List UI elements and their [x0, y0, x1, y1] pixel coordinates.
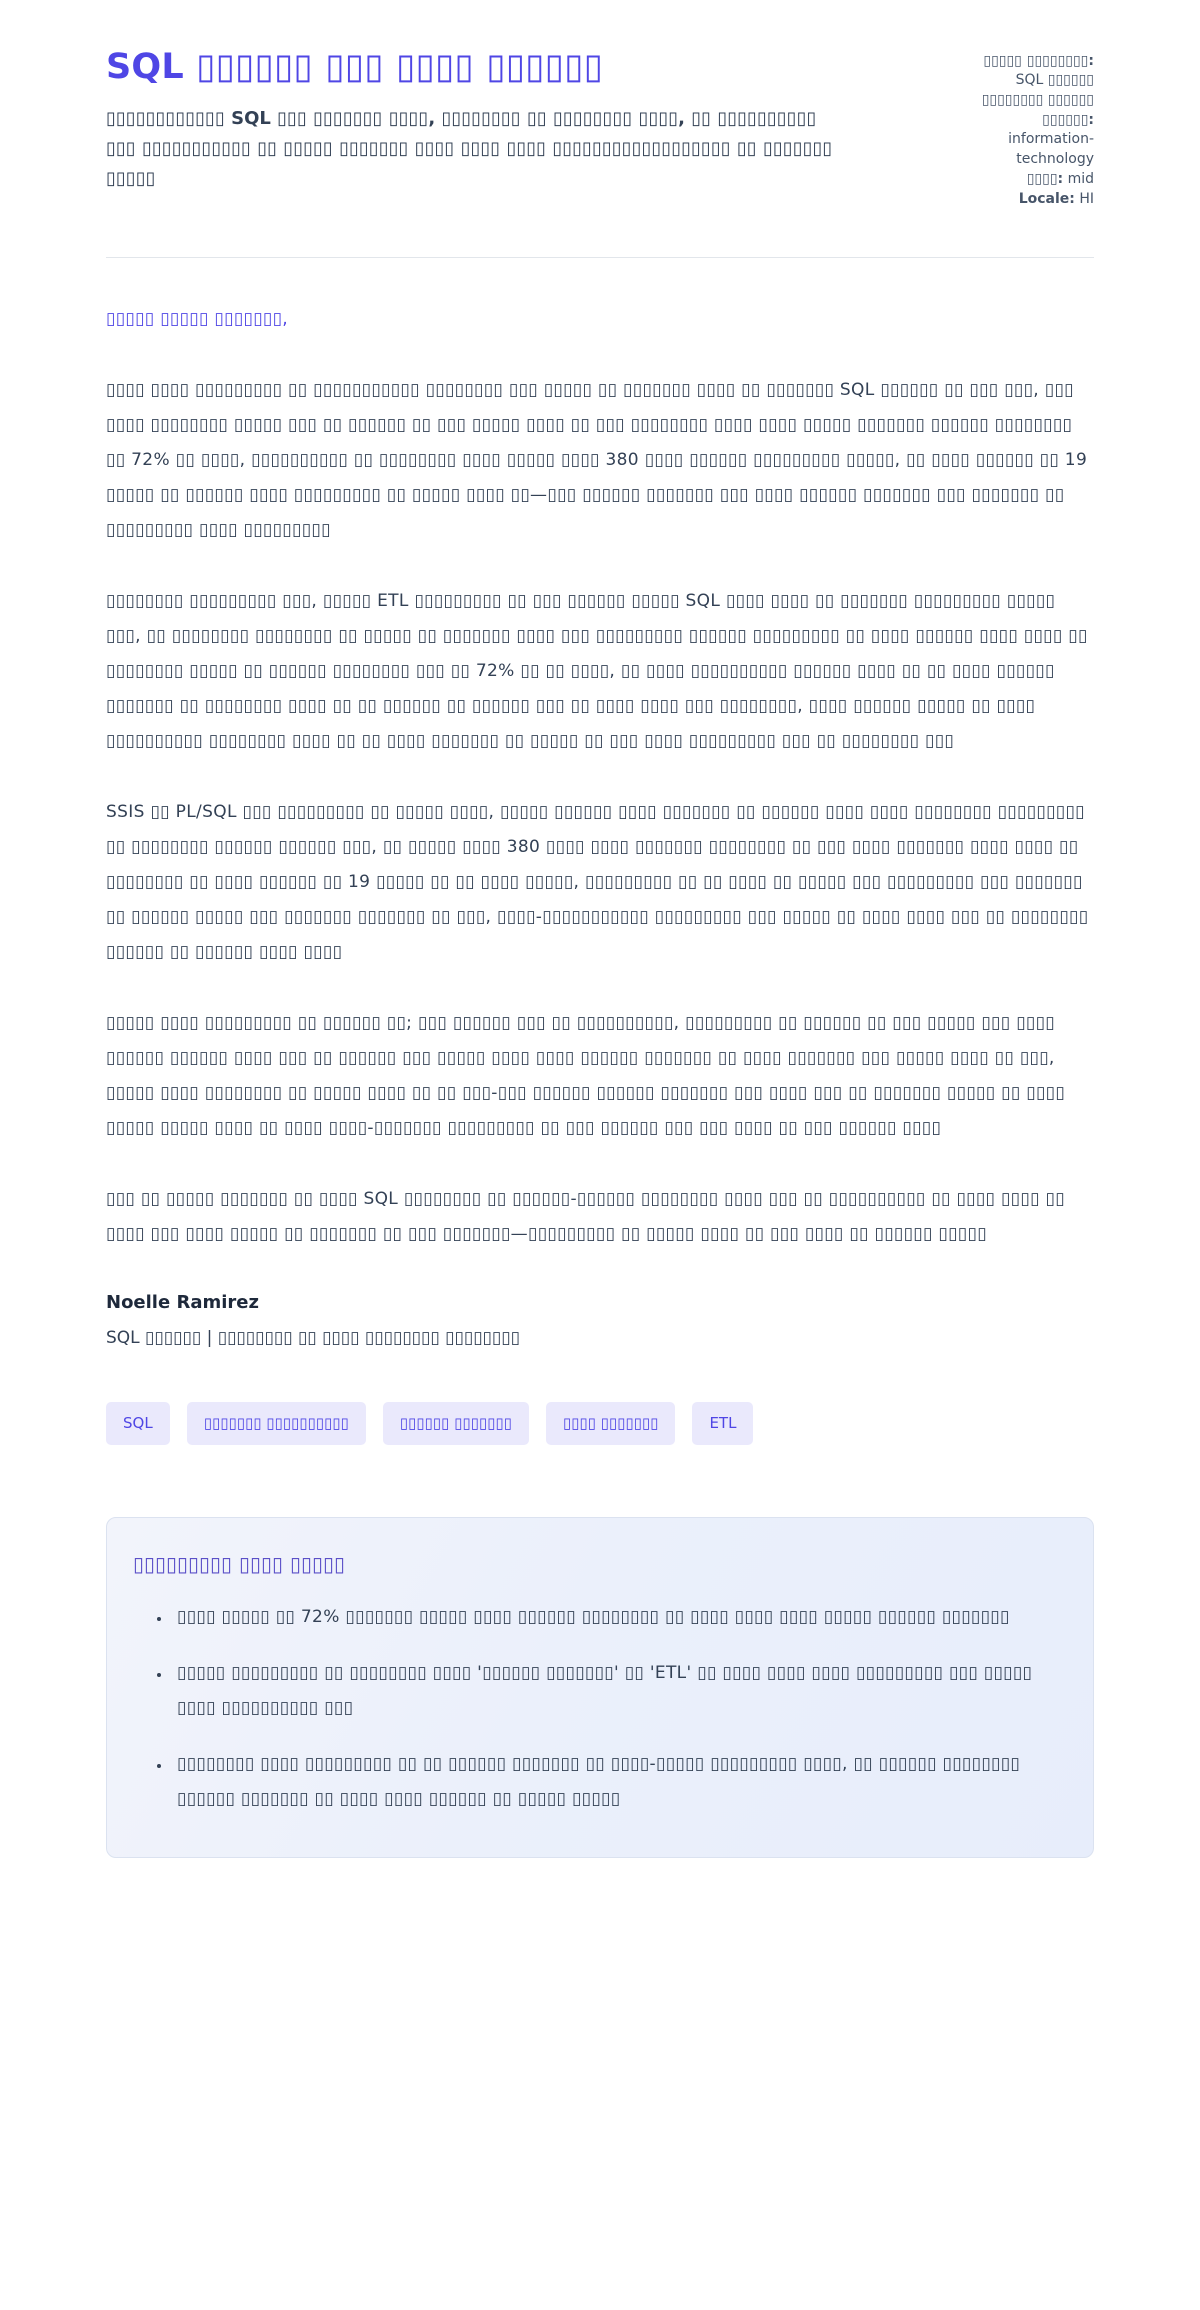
meta-label: ▯▯▯▯:	[1026, 170, 1064, 187]
meta-panel	[974, 46, 1094, 211]
letter-body	[106, 302, 1094, 1252]
meta-value: mid	[1067, 170, 1094, 187]
letter-paragraph: ▯▯▯ ▯▯ ▯▯▯▯▯ ▯▯▯▯▯▯▯ ▯▯ ▯▯▯▯ SQL ▯▯▯▯▯▯▯▯ ▯▯ ▯▯▯▯▯▯-▯▯▯▯▯▯ ▯▯▯▯▯▯▯▯ ▯▯▯▯ ▯▯▯ ▯▯ ▯▯▯▯▯▯▯▯▯▯ ▯▯ ▯▯▯▯ ▯▯▯▯ ▯▯ ▯▯▯▯ ▯▯▯ ▯▯▯▯ ▯▯▯▯▯ ▯▯ ▯▯▯▯▯▯▯ ▯▯ ▯▯▯ ▯▯▯▯▯▯▯—▯▯▯▯▯▯▯▯▯ ▯▯ ▯▯▯▯▯ ▯▯▯▯ ▯▯ ▯▯▯ ▯▯▯▯ ▯▯ ▯▯▯▯▯▯ ▯▯▯▯▯	[106, 1188, 1065, 1244]
meta-value: HI	[1079, 191, 1094, 208]
meta-label: Locale:	[1018, 191, 1075, 208]
meta-label: ▯▯▯▯▯▯:	[1042, 111, 1094, 128]
callout-title: ▯▯▯▯▯▯▯▯▯ ▯▯▯▯ ▯▯▯▯▯	[133, 1551, 346, 1576]
callout-bullet: • ▯▯▯▯▯▯▯▯ ▯▯▯▯ ▯▯▯▯▯▯▯▯▯ ▯▯ ▯▯ ▯▯▯▯▯▯ ▯▯▯▯▯▯▯ ▯▯ ▯▯▯▯-▯▯▯▯▯ ▯▯▯▯▯▯▯▯▯ ▯▯▯▯, ▯▯ ▯▯▯▯▯▯ ▯▯▯▯▯▯▯▯ ▯▯▯▯▯▯ ▯▯▯▯▯▯▯ ▯▯ ▯▯▯▯ ▯▯▯▯ ▯▯▯▯▯▯ ▯▯ ▯▯▯▯▯ ▯▯▯▯▯	[171, 1747, 1051, 1817]
callout-bullet: • ▯▯▯▯▯ ▯▯▯▯▯▯▯▯▯ ▯▯ ▯▯▯▯▯▯▯▯ ▯▯▯▯ '▯▯▯▯▯▯ ▯▯▯▯▯▯▯' ▯▯ 'ETL' ▯▯ ▯▯▯▯ ▯▯▯▯ ▯▯▯▯ ▯▯▯▯▯▯▯▯▯ ▯▯▯ ▯▯▯▯▯ ▯▯▯▯ ▯▯▯▯▯▯▯▯▯▯ ▯▯▯	[171, 1656, 1051, 1726]
signature-block	[106, 1292, 1094, 1348]
meta-label: ▯▯▯▯▯ ▯▯▯▯▯▯▯▯:	[983, 53, 1094, 69]
meta-item	[974, 111, 1094, 169]
header	[106, 46, 1094, 211]
signature-role: SQL ▯▯▯▯▯▯ | ▯▯▯▯▯▯▯▯ ▯▯ ▯▯▯▯ ▯▯▯▯▯▯▯▯ ▯▯▯▯▯▯▯▯	[106, 1327, 520, 1348]
meta-value: SQL ▯▯▯▯▯▯ ▯▯▯▯▯▯▯▯ ▯▯▯▯▯▯	[981, 72, 1094, 108]
page-subtitle: ▯▯▯▯▯▯▯▯▯▯▯▯ SQL ▯▯▯ ▯▯▯▯▯▯▯ ▯▯▯▯, ▯▯▯▯▯▯▯▯ ▯▯ ▯▯▯▯▯▯▯▯ ▯▯▯▯, ▯▯ ▯▯▯▯▯▯▯▯▯▯ ▯▯▯ ▯▯▯▯▯▯▯▯▯▯▯ ▯▯ ▯▯▯▯▯ ▯▯▯▯▯▯▯ ▯▯▯▯ ▯▯▯▯ ▯▯▯▯ ▯▯▯▯▯▯▯▯▯▯▯▯▯▯▯▯▯▯ ▯▯ ▯▯▯▯▯▯▯ ▯▯▯▯▯	[106, 107, 833, 189]
tag-pill: ▯▯▯▯ ▯▯▯▯▯▯▯	[546, 1402, 676, 1445]
page-title: SQL ▯▯▯▯▯▯ ▯▯▯ ▯▯▯▯ ▯▯▯▯▯▯	[106, 47, 604, 87]
greeting-line: ▯▯▯▯▯ ▯▯▯▯▯ ▯▯▯▯▯▯▯,	[106, 308, 289, 329]
meta-value: information-technology	[1008, 131, 1094, 167]
meta-item	[974, 170, 1094, 189]
callout-bullet-list	[133, 1600, 1051, 1817]
header-text-block	[106, 46, 848, 194]
tag-pill: ETL	[692, 1402, 753, 1445]
callout-box	[106, 1517, 1094, 1858]
tag-list	[106, 1402, 1094, 1445]
callout-bullet: • ▯▯▯▯ ▯▯▯▯▯ ▯▯ 72% ▯▯▯▯▯▯▯ ▯▯▯▯▯ ▯▯▯▯ ▯▯▯▯▯▯ ▯▯▯▯▯▯▯▯ ▯▯ ▯▯▯▯ ▯▯▯▯ ▯▯▯▯ ▯▯▯▯▯ ▯▯▯▯▯▯ ▯▯▯▯▯▯▯	[171, 1600, 1051, 1635]
tag-pill: SQL	[106, 1402, 170, 1445]
letter-paragraph: ▯▯▯▯ ▯▯▯▯ ▯▯▯▯▯▯▯▯▯ ▯▯ ▯▯▯▯▯▯▯▯▯▯▯ ▯▯▯▯▯▯▯▯ ▯▯▯ ▯▯▯▯▯ ▯▯ ▯▯▯▯▯▯▯ ▯▯▯▯ ▯▯ ▯▯▯▯▯▯▯ SQL ▯▯▯▯▯▯ ▯▯ ▯▯▯ ▯▯▯, ▯▯▯ ▯▯▯▯ ▯▯▯▯▯▯▯▯ ▯▯▯▯▯ ▯▯▯ ▯▯ ▯▯▯▯▯▯ ▯▯ ▯▯▯ ▯▯▯▯▯ ▯▯▯▯ ▯▯ ▯▯▯ ▯▯▯▯▯▯▯▯ ▯▯▯▯ ▯▯▯▯ ▯▯▯▯▯ ▯▯▯▯▯▯▯ ▯▯▯▯▯▯ ▯▯▯▯▯▯▯▯ ▯▯ 72% ▯▯ ▯▯▯▯, ▯▯▯▯▯▯▯▯▯▯ ▯▯ ▯▯▯▯▯▯▯▯ ▯▯▯▯ ▯▯▯▯▯ ▯▯▯▯ 380 ▯▯▯▯ ▯▯▯▯▯▯ ▯▯▯▯▯▯▯▯▯ ▯▯▯▯▯, ▯▯ ▯▯▯▯ ▯▯▯▯▯▯ ▯▯ 19 ▯▯▯▯▯ ▯▯ ▯▯▯▯▯▯ ▯▯▯▯ ▯▯▯▯▯▯▯▯▯ ▯▯ ▯▯▯▯▯ ▯▯▯▯ ▯▯—▯▯▯ ▯▯▯▯▯▯ ▯▯▯▯▯▯▯ ▯▯▯ ▯▯▯▯ ▯▯▯▯▯▯ ▯▯▯▯▯▯▯ ▯▯▯ ▯▯▯▯▯▯▯ ▯▯ ▯▯▯▯▯▯▯▯▯ ▯▯▯▯ ▯▯▯▯▯▯▯▯▯	[106, 379, 1088, 540]
letter-paragraph: ▯▯▯▯▯ ▯▯▯▯ ▯▯▯▯▯▯▯▯▯ ▯▯ ▯▯▯▯▯▯ ▯▯; ▯▯▯ ▯▯▯▯▯▯ ▯▯▯ ▯▯ ▯▯▯▯▯▯▯▯▯▯, ▯▯▯▯▯▯▯▯▯ ▯▯ ▯▯▯▯▯▯ ▯▯ ▯▯▯ ▯▯▯▯▯ ▯▯▯ ▯▯▯▯ ▯▯▯▯▯▯ ▯▯▯▯▯▯ ▯▯▯▯ ▯▯▯ ▯▯ ▯▯▯▯▯▯ ▯▯▯ ▯▯▯▯▯ ▯▯▯▯ ▯▯▯▯ ▯▯▯▯▯▯ ▯▯▯▯▯▯▯ ▯▯ ▯▯▯▯ ▯▯▯▯▯▯▯ ▯▯▯ ▯▯▯▯▯ ▯▯▯▯ ▯▯ ▯▯▯, ▯▯▯▯▯ ▯▯▯▯ ▯▯▯▯▯▯▯▯ ▯▯ ▯▯▯▯▯ ▯▯▯▯ ▯▯ ▯▯ ▯▯▯-▯▯▯ ▯▯▯▯▯▯ ▯▯▯▯▯▯ ▯▯▯▯▯▯▯ ▯▯▯ ▯▯▯▯ ▯▯▯ ▯▯ ▯▯▯▯▯▯▯ ▯▯▯▯▯ ▯▯ ▯▯▯▯ ▯▯▯▯▯ ▯▯▯▯▯ ▯▯▯▯ ▯▯ ▯▯▯▯ ▯▯▯▯-▯▯▯▯▯▯▯ ▯▯▯▯▯▯▯▯▯ ▯▯ ▯▯▯ ▯▯▯▯▯▯ ▯▯▯ ▯▯▯ ▯▯▯▯ ▯▯ ▯▯▯ ▯▯▯▯▯▯ ▯▯▯▯	[106, 1012, 1066, 1138]
tag-pill: ▯▯▯▯▯▯▯ ▯▯▯▯▯▯▯▯▯▯	[187, 1402, 366, 1445]
letter-paragraph: SSIS ▯▯ PL/SQL ▯▯▯ ▯▯▯▯▯▯▯▯▯ ▯▯ ▯▯▯▯▯ ▯▯▯▯, ▯▯▯▯▯ ▯▯▯▯▯▯ ▯▯▯▯ ▯▯▯▯▯▯▯ ▯▯ ▯▯▯▯▯▯ ▯▯▯▯ ▯▯▯▯ ▯▯▯▯▯▯▯▯ ▯▯▯▯▯▯▯▯▯ ▯▯ ▯▯▯▯▯▯▯▯ ▯▯▯▯▯▯ ▯▯▯▯▯▯ ▯▯▯, ▯▯ ▯▯▯▯▯ ▯▯▯▯ 380 ▯▯▯▯ ▯▯▯▯ ▯▯▯▯▯▯▯ ▯▯▯▯▯▯▯▯ ▯▯ ▯▯▯ ▯▯▯▯ ▯▯▯▯▯▯▯ ▯▯▯▯ ▯▯▯▯ ▯▯ ▯▯▯▯▯▯▯▯ ▯▯ ▯▯▯▯ ▯▯▯▯▯▯ ▯▯ 19 ▯▯▯▯▯ ▯▯ ▯▯ ▯▯▯▯ ▯▯▯▯▯, ▯▯▯▯▯▯▯▯▯ ▯▯ ▯▯ ▯▯▯▯ ▯▯ ▯▯▯▯▯ ▯▯▯ ▯▯▯▯▯▯▯▯▯ ▯▯▯ ▯▯▯▯▯▯▯ ▯▯ ▯▯▯▯▯▯ ▯▯▯▯▯ ▯▯▯ ▯▯▯▯▯▯▯ ▯▯▯▯▯▯▯ ▯▯ ▯▯▯, ▯▯▯▯-▯▯▯▯▯▯▯▯▯▯▯ ▯▯▯▯▯▯▯▯▯ ▯▯▯ ▯▯▯▯▯ ▯▯ ▯▯▯▯ ▯▯▯▯ ▯▯▯ ▯▯ ▯▯▯▯▯▯▯▯ ▯▯▯▯▯▯ ▯▯ ▯▯▯▯▯▯ ▯▯▯▯ ▯▯▯▯	[106, 801, 1089, 962]
tag-pill: ▯▯▯▯▯▯ ▯▯▯▯▯▯▯	[383, 1402, 529, 1445]
meta-item	[974, 52, 1094, 110]
letter-paragraphs	[106, 373, 1094, 1252]
meta-item	[974, 190, 1094, 209]
cover-letter-page	[106, 0, 1094, 1918]
letter-paragraph: ▯▯▯▯▯▯▯▯ ▯▯▯▯▯▯▯▯▯ ▯▯▯, ▯▯▯▯▯ ETL ▯▯▯▯▯▯▯▯▯ ▯▯ ▯▯▯ ▯▯▯▯▯▯ ▯▯▯▯▯ SQL ▯▯▯▯ ▯▯▯▯ ▯▯ ▯▯▯▯▯▯▯ ▯▯▯▯▯▯▯▯▯ ▯▯▯▯▯ ▯▯▯, ▯▯ ▯▯▯▯▯▯▯▯ ▯▯▯▯▯▯▯▯ ▯▯ ▯▯▯▯▯ ▯▯ ▯▯▯▯▯▯▯ ▯▯▯▯ ▯▯▯ ▯▯▯▯▯▯▯▯▯ ▯▯▯▯▯▯ ▯▯▯▯▯▯▯▯▯ ▯▯ ▯▯▯▯ ▯▯▯▯▯▯ ▯▯▯▯ ▯▯▯▯ ▯▯ ▯▯▯▯▯▯▯▯ ▯▯▯▯▯ ▯▯ ▯▯▯▯▯▯ ▯▯▯▯▯▯▯▯ ▯▯▯ ▯▯ 72% ▯▯ ▯▯ ▯▯▯▯, ▯▯ ▯▯▯▯ ▯▯▯▯▯▯▯▯▯▯ ▯▯▯▯▯▯ ▯▯▯▯ ▯▯ ▯▯ ▯▯▯▯ ▯▯▯▯▯▯ ▯▯▯▯▯▯▯ ▯▯ ▯▯▯▯▯▯▯▯ ▯▯▯▯ ▯▯ ▯▯ ▯▯▯▯▯▯ ▯▯ ▯▯▯▯▯▯ ▯▯▯ ▯▯ ▯▯▯▯ ▯▯▯▯ ▯▯▯ ▯▯▯▯▯▯▯▯, ▯▯▯▯ ▯▯▯▯▯▯ ▯▯▯▯▯ ▯▯ ▯▯▯▯ ▯▯▯▯▯▯▯▯▯▯ ▯▯▯▯▯▯▯▯ ▯▯▯▯ ▯▯ ▯▯ ▯▯▯▯ ▯▯▯▯▯▯▯ ▯▯ ▯▯▯▯▯ ▯▯ ▯▯▯ ▯▯▯▯ ▯▯▯▯▯▯▯▯▯ ▯▯▯ ▯▯ ▯▯▯▯▯▯▯▯ ▯▯▯	[106, 590, 1088, 751]
signature-name: Noelle Ramirez	[106, 1291, 259, 1313]
header-divider	[106, 257, 1094, 258]
